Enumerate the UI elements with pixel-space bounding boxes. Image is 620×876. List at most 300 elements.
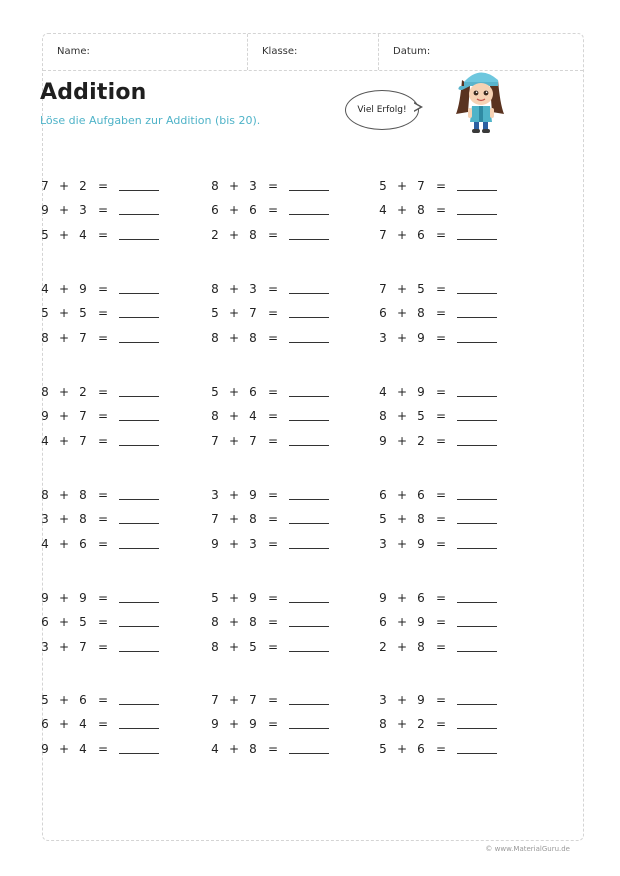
equals-sign: = [98,306,109,321]
addition-problem [40,174,180,198]
answer-blank[interactable] [289,239,329,240]
plus-sign: + [229,282,240,296]
answer-blank[interactable] [457,342,497,343]
equals-sign: = [268,717,279,732]
plus-sign: + [397,717,408,732]
equals-sign: = [268,488,279,502]
answer-blank[interactable] [289,445,329,446]
first-addend: 7 [211,433,219,448]
addition-problem [210,483,350,507]
second-addend: 6 [79,536,87,551]
addition-problem [210,380,350,404]
second-addend: 5 [79,615,87,630]
addition-problem [378,198,518,222]
equals-sign: = [436,512,447,527]
second-addend: 9 [249,488,257,502]
answer-blank[interactable] [457,728,497,729]
equals-sign: = [98,433,109,448]
equals-sign: = [436,717,447,732]
answer-blank[interactable] [119,728,159,729]
first-addend: 8 [211,639,219,654]
answer-blank[interactable] [119,499,159,500]
plus-sign: + [59,330,70,345]
addition-problem [378,429,518,453]
second-addend: 7 [417,179,425,193]
equals-sign: = [98,693,109,707]
second-addend: 8 [249,512,257,527]
name-label: Name: [57,46,90,57]
answer-blank[interactable] [289,753,329,754]
plus-sign: + [59,512,70,527]
answer-blank[interactable] [289,728,329,729]
equals-sign: = [98,179,109,193]
second-addend: 8 [249,615,257,630]
answer-blank[interactable] [457,626,497,627]
first-addend: 2 [211,227,219,242]
equals-sign: = [436,306,447,321]
addition-problem [210,223,350,247]
answer-blank[interactable] [457,548,497,549]
addition-problem [40,610,180,634]
second-addend: 2 [79,179,87,193]
exercise-grid [40,174,520,754]
equals-sign: = [268,385,279,399]
equals-sign: = [436,385,447,399]
addition-problem [378,688,518,712]
addition-problem [210,301,350,325]
second-addend: 4 [79,717,87,732]
second-addend: 9 [79,591,87,605]
second-addend: 5 [249,639,257,654]
plus-sign: + [59,282,70,296]
second-addend: 3 [249,282,257,296]
second-addend: 4 [79,741,87,756]
second-addend: 9 [79,282,87,296]
plus-sign: + [59,409,70,424]
speech-bubble-text: Viel Erfolg! [357,105,407,115]
second-addend: 8 [417,512,425,527]
second-addend: 6 [417,488,425,502]
addition-problem [378,174,518,198]
page-subtitle: Löse die Aufgaben zur Addition (bis 20). [40,114,261,127]
first-addend: 3 [379,330,387,345]
answer-blank[interactable] [119,342,159,343]
plus-sign: + [59,741,70,756]
first-addend: 2 [379,639,387,654]
answer-blank[interactable] [457,214,497,215]
plus-sign: + [397,488,408,502]
equals-sign: = [268,433,279,448]
addition-problem [210,507,350,531]
plus-sign: + [229,385,240,399]
addition-problem [210,198,350,222]
answer-blank[interactable] [289,190,329,191]
addition-problem [40,277,180,301]
equals-sign: = [268,615,279,630]
second-addend: 3 [249,179,257,193]
plus-sign: + [229,330,240,345]
plus-sign: + [397,741,408,756]
speech-bubble-tail-fill [413,103,420,111]
equals-sign: = [268,282,279,296]
addition-problem [40,586,180,610]
klasse-field[interactable] [248,34,379,70]
plus-sign: + [59,615,70,630]
equals-sign: = [436,591,447,605]
plus-sign: + [229,409,240,424]
plus-sign: + [59,385,70,399]
first-addend: 9 [379,591,387,605]
addition-problem [40,507,180,531]
answer-blank[interactable] [119,548,159,549]
answer-blank[interactable] [119,445,159,446]
first-addend: 6 [41,717,49,732]
plus-sign: + [59,227,70,242]
equals-sign: = [436,203,447,218]
equals-sign: = [98,385,109,399]
second-addend: 6 [417,227,425,242]
plus-sign: + [229,615,240,630]
equals-sign: = [268,179,279,193]
equals-sign: = [268,741,279,756]
klasse-label: Klasse: [262,46,298,57]
answer-blank[interactable] [457,239,497,240]
first-addend: 9 [41,741,49,756]
addition-problem [378,277,518,301]
first-addend: 8 [41,488,49,502]
answer-blank[interactable] [289,420,329,421]
answer-blank[interactable] [289,342,329,343]
second-addend: 8 [417,639,425,654]
answer-blank[interactable] [457,651,497,652]
plus-sign: + [59,693,70,707]
first-addend: 8 [211,409,219,424]
addition-problem [40,404,180,428]
first-addend: 8 [41,330,49,345]
second-addend: 2 [417,433,425,448]
second-addend: 4 [79,227,87,242]
equals-sign: = [436,536,447,551]
first-addend: 4 [41,282,49,296]
footer-copyright: © www.MaterialGuru.de [485,845,570,853]
equals-sign: = [98,639,109,654]
first-addend: 9 [41,409,49,424]
plus-sign: + [397,330,408,345]
plus-sign: + [59,591,70,605]
plus-sign: + [229,536,240,551]
addition-problem [210,610,350,634]
second-addend: 5 [79,306,87,321]
plus-sign: + [229,591,240,605]
addition-problem [378,404,518,428]
second-addend: 8 [79,488,87,502]
equals-sign: = [436,615,447,630]
plus-sign: + [59,536,70,551]
answer-blank[interactable] [457,420,497,421]
addition-problem [210,635,350,659]
addition-problem [378,326,518,350]
addition-problem [40,223,180,247]
second-addend: 3 [79,203,87,218]
second-addend: 8 [249,741,257,756]
first-addend: 7 [211,512,219,527]
second-addend: 7 [249,693,257,707]
answer-blank[interactable] [289,293,329,294]
second-addend: 8 [79,512,87,527]
answer-blank[interactable] [289,602,329,603]
addition-problem [40,301,180,325]
first-addend: 5 [379,741,387,756]
second-addend: 7 [79,639,87,654]
equals-sign: = [98,536,109,551]
first-addend: 9 [41,591,49,605]
plus-sign: + [397,639,408,654]
addition-problem [210,174,350,198]
second-addend: 8 [249,330,257,345]
plus-sign: + [229,433,240,448]
first-addend: 4 [379,385,387,399]
first-addend: 7 [379,282,387,296]
plus-sign: + [229,227,240,242]
answer-blank[interactable] [119,523,159,524]
first-addend: 5 [211,385,219,399]
answer-blank[interactable] [457,499,497,500]
answer-blank[interactable] [119,704,159,705]
answer-blank[interactable] [457,293,497,294]
answer-blank[interactable] [289,214,329,215]
equals-sign: = [268,203,279,218]
plus-sign: + [397,282,408,296]
second-addend: 6 [249,203,257,218]
second-addend: 9 [417,693,425,707]
answer-blank[interactable] [457,190,497,191]
equals-sign: = [268,536,279,551]
answer-blank[interactable] [119,317,159,318]
equals-sign: = [268,512,279,527]
second-addend: 8 [249,227,257,242]
first-addend: 6 [379,615,387,630]
answer-blank[interactable] [119,420,159,421]
equals-sign: = [436,179,447,193]
first-addend: 4 [379,203,387,218]
first-addend: 9 [41,203,49,218]
first-addend: 7 [211,693,219,707]
first-addend: 9 [379,433,387,448]
second-addend: 7 [249,433,257,448]
equals-sign: = [98,203,109,218]
addition-problem [378,712,518,736]
second-addend: 9 [417,385,425,399]
answer-blank[interactable] [457,602,497,603]
plus-sign: + [397,512,408,527]
first-addend: 5 [41,693,49,707]
answer-blank[interactable] [119,602,159,603]
plus-sign: + [229,203,240,218]
first-addend: 3 [379,536,387,551]
addition-problem [378,532,518,556]
answer-blank[interactable] [119,293,159,294]
answer-blank[interactable] [289,704,329,705]
answer-blank[interactable] [457,396,497,397]
addition-problem [378,635,518,659]
second-addend: 8 [417,306,425,321]
equals-sign: = [436,693,447,707]
plus-sign: + [59,717,70,732]
first-addend: 5 [41,306,49,321]
plus-sign: + [397,306,408,321]
addition-problem [40,326,180,350]
answer-blank[interactable] [289,317,329,318]
first-addend: 4 [41,536,49,551]
plus-sign: + [397,615,408,630]
plus-sign: + [229,179,240,193]
second-addend: 6 [417,591,425,605]
plus-sign: + [59,179,70,193]
addition-problem [378,223,518,247]
equals-sign: = [98,615,109,630]
addition-problem [40,635,180,659]
answer-blank[interactable] [119,214,159,215]
plus-sign: + [59,203,70,218]
equals-sign: = [98,488,109,502]
addition-problem [40,380,180,404]
second-addend: 5 [417,282,425,296]
addition-problem [378,610,518,634]
plus-sign: + [229,717,240,732]
plus-sign: + [229,488,240,502]
addition-problem [40,532,180,556]
equals-sign: = [268,639,279,654]
first-addend: 5 [211,306,219,321]
second-addend: 4 [249,409,257,424]
equals-sign: = [268,409,279,424]
addition-problem [210,532,350,556]
first-addend: 9 [211,536,219,551]
second-addend: 2 [417,717,425,732]
answer-blank[interactable] [289,626,329,627]
equals-sign: = [436,330,447,345]
answer-blank[interactable] [119,753,159,754]
answer-blank[interactable] [289,548,329,549]
equals-sign: = [98,330,109,345]
addition-problem [40,688,180,712]
plus-sign: + [397,591,408,605]
addition-problem [40,712,180,736]
equals-sign: = [268,693,279,707]
second-addend: 6 [249,385,257,399]
equals-sign: = [268,227,279,242]
first-addend: 8 [211,615,219,630]
plus-sign: + [229,639,240,654]
equals-sign: = [436,433,447,448]
equals-sign: = [436,639,447,654]
first-addend: 8 [379,409,387,424]
plus-sign: + [397,433,408,448]
answer-blank[interactable] [119,396,159,397]
second-addend: 9 [417,536,425,551]
speech-bubble [345,90,419,130]
answer-blank[interactable] [119,190,159,191]
answer-blank[interactable] [457,317,497,318]
answer-blank[interactable] [119,651,159,652]
plus-sign: + [59,639,70,654]
second-addend: 3 [249,536,257,551]
addition-problem [210,277,350,301]
answer-blank[interactable] [457,445,497,446]
plus-sign: + [59,488,70,502]
addition-problem [210,326,350,350]
plus-sign: + [229,306,240,321]
first-addend: 5 [379,512,387,527]
plus-sign: + [397,536,408,551]
addition-problem [378,586,518,610]
first-addend: 8 [211,330,219,345]
addition-problem [210,737,350,761]
addition-problem [378,737,518,761]
first-addend: 7 [379,227,387,242]
first-addend: 3 [211,488,219,502]
name-field[interactable] [43,34,248,70]
second-addend: 5 [417,409,425,424]
equals-sign: = [98,282,109,296]
first-addend: 5 [211,591,219,605]
first-addend: 3 [41,639,49,654]
addition-problem [378,483,518,507]
answer-blank[interactable] [457,704,497,705]
plus-sign: + [397,179,408,193]
answer-blank[interactable] [457,523,497,524]
answer-blank[interactable] [289,523,329,524]
first-addend: 6 [41,615,49,630]
first-addend: 4 [211,741,219,756]
first-addend: 6 [379,488,387,502]
second-addend: 9 [417,330,425,345]
equals-sign: = [268,330,279,345]
equals-sign: = [436,488,447,502]
equals-sign: = [268,306,279,321]
equals-sign: = [436,741,447,756]
answer-blank[interactable] [289,651,329,652]
answer-blank[interactable] [289,396,329,397]
answer-blank[interactable] [289,499,329,500]
first-addend: 8 [211,282,219,296]
plus-sign: + [59,433,70,448]
equals-sign: = [436,227,447,242]
second-addend: 6 [417,741,425,756]
addition-problem [210,586,350,610]
answer-blank[interactable] [119,626,159,627]
first-addend: 3 [379,693,387,707]
second-addend: 7 [79,330,87,345]
addition-problem [40,198,180,222]
addition-problem [378,301,518,325]
first-addend: 6 [211,203,219,218]
second-addend: 7 [79,409,87,424]
first-addend: 9 [211,717,219,732]
addition-problem [210,712,350,736]
plus-sign: + [229,693,240,707]
plus-sign: + [229,512,240,527]
addition-problem [210,404,350,428]
equals-sign: = [436,282,447,296]
plus-sign: + [397,409,408,424]
addition-problem [40,737,180,761]
first-addend: 5 [379,179,387,193]
answer-blank[interactable] [119,239,159,240]
first-addend: 7 [41,179,49,193]
answer-blank[interactable] [457,753,497,754]
equals-sign: = [98,717,109,732]
